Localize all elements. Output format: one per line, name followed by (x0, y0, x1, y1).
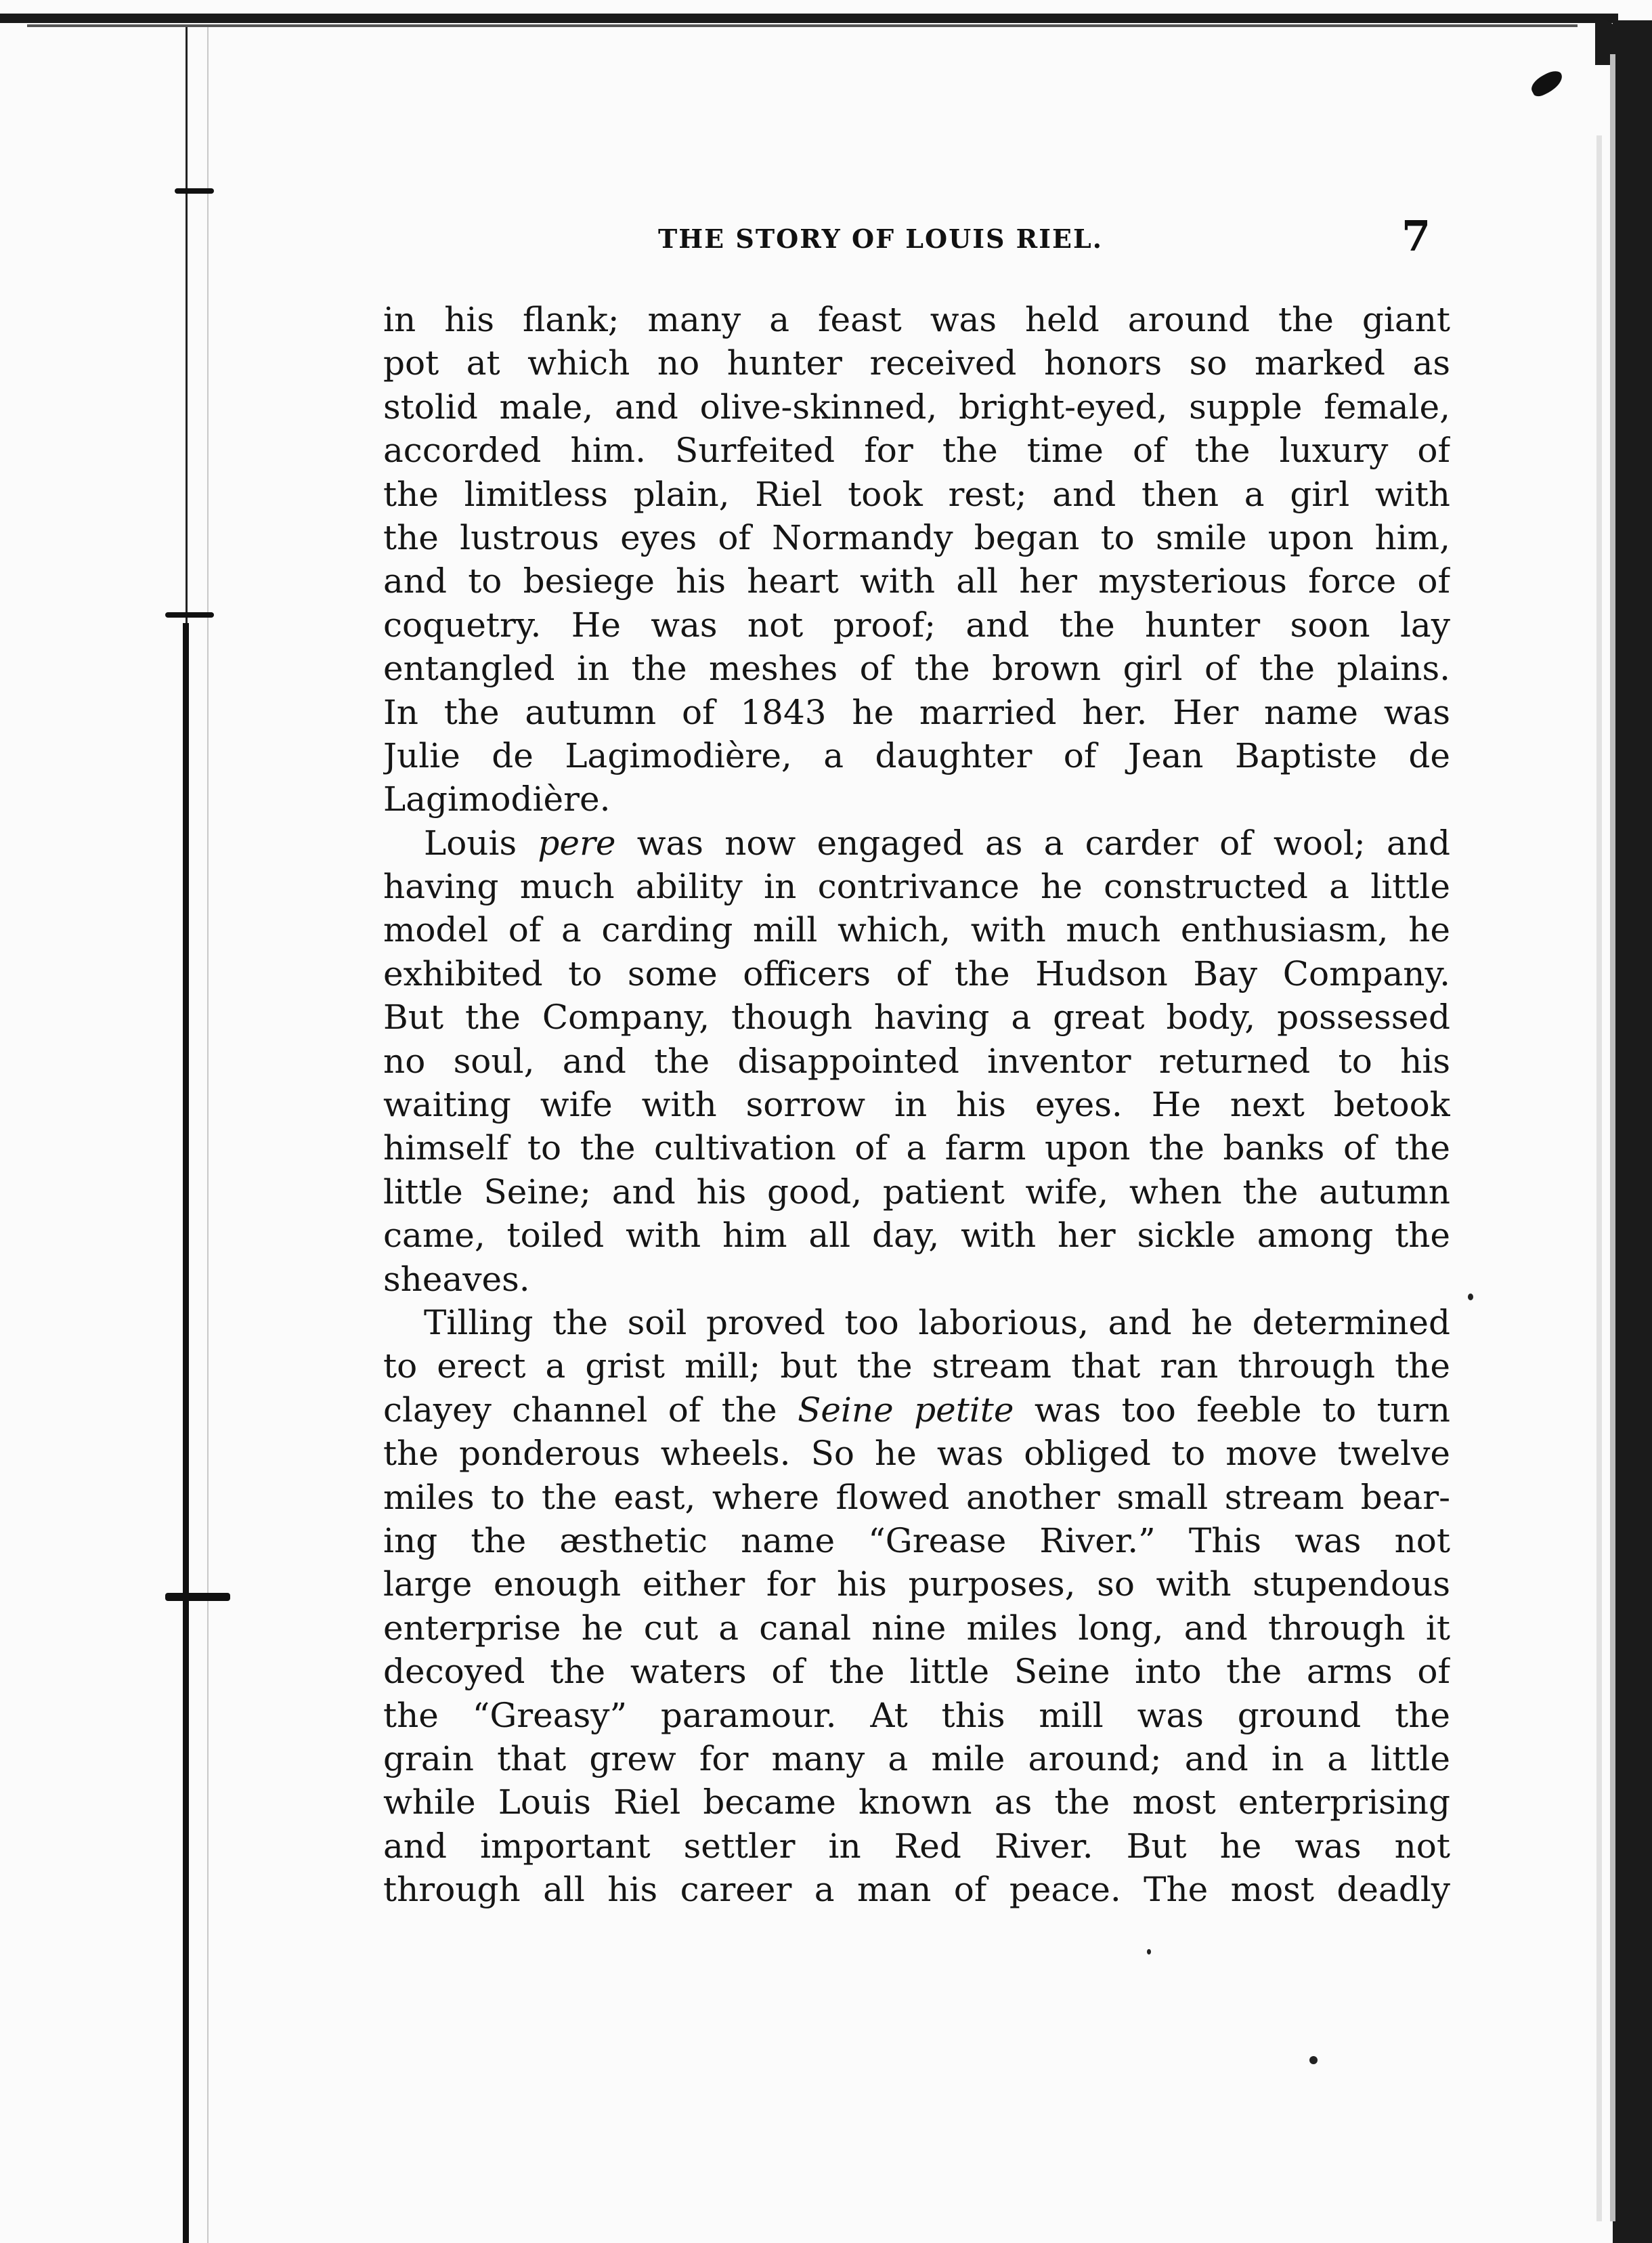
page-top-edge-shadow (27, 24, 1578, 27)
text-line: Tilling the soil proved too laborious, and he determined (424, 1302, 1450, 1342)
text-line: But the Company, though having a great body, possessed (383, 998, 1450, 1038)
text-line: the ponderous wheels. So he was obliged to move twelve (383, 1434, 1450, 1474)
page-top-edge (0, 14, 1618, 23)
text-line: stolid male, and olive-skinned, bright-eyed, supple female, (383, 387, 1450, 427)
ink-speck (1468, 1294, 1473, 1300)
text-line: model of a carding mill which, with much enthusiasm, he (383, 910, 1450, 950)
running-head: THE STORY OF LOUIS RIEL. (658, 223, 1103, 254)
text-line: Lagimodière. (383, 779, 611, 819)
page-right-edge-highlight (1610, 54, 1615, 2221)
binding-thread (183, 623, 189, 2243)
binding-gutter-fold (207, 27, 209, 2243)
text-line: in his flank; many a feast was held around the giant (383, 300, 1450, 339)
ink-speck (1309, 2056, 1318, 2064)
text-line: waiting wife with sorrow in his eyes. He next betook (383, 1085, 1450, 1125)
text-line: clayey channel of the Seine petite was too feeble to turn (383, 1390, 1450, 1430)
ink-mark (1528, 68, 1566, 99)
binding-stitch (175, 188, 214, 194)
text-line: while Louis Riel became known as the most enterprising (383, 1782, 1450, 1822)
text-line: and important settler in Red River. But he was not (383, 1826, 1450, 1866)
text-line: the “Greasy” paramour. At this mill was ground the (383, 1695, 1450, 1735)
text-line: Julie de Lagimodière, a daughter of Jean Baptiste de (383, 735, 1450, 775)
text-line: accorded him. Surfeited for the time of the luxury of (383, 431, 1450, 471)
text-line: little Seine; and his good, patient wife, when the autumn (383, 1172, 1450, 1212)
text-line: ing the æsthetic name “Grease River.” This was not (383, 1520, 1450, 1560)
text-line: no soul, and the disappointed inventor returned to his (383, 1041, 1450, 1081)
text-line: himself to the cultivation of a farm upon the banks of the (383, 1128, 1450, 1168)
text-line: entangled in the meshes of the brown girl of the plains. (383, 649, 1450, 689)
text-line: having much ability in contrivance he constructed a little (383, 867, 1450, 907)
text-line: the lustrous eyes of Normandy began to smile upon him, (383, 517, 1450, 557)
text-line: to erect a grist mill; but the stream that ran through the (383, 1346, 1450, 1386)
text-line: grain that grew for many a mile around; and in a little (383, 1738, 1450, 1778)
text-line: decoyed the waters of the little Seine into the arms of (383, 1652, 1450, 1692)
text-line: In the autumn of 1843 he married her. Her name was (383, 692, 1450, 732)
page-right-edge (1613, 20, 1652, 2243)
text-line: large enough either for his purposes, so with stupendous (383, 1564, 1450, 1604)
binding-stitch (165, 612, 214, 618)
text-line: exhibited to some officers of the Hudson Bay Company. (383, 954, 1450, 994)
text-line: Louis pere was now engaged as a carder of wool; and (424, 823, 1450, 863)
text-line: came, toiled with him all day, with her sickle among the (383, 1216, 1450, 1256)
text-line: the limitless plain, Riel took rest; and then a girl with (383, 474, 1450, 514)
text-line: sheaves. (383, 1259, 530, 1299)
text-line: miles to the east, where flowed another small stream bear- (383, 1477, 1450, 1517)
text-line: and to besiege his heart with all her mysterious force of (383, 561, 1450, 601)
body-text (383, 298, 1450, 1911)
binding-stitch (165, 1593, 230, 1601)
page-number: 7 (1401, 211, 1431, 261)
text-line: pot at which no hunter received honors so marked as (383, 343, 1450, 383)
text-line: through all his career a man of peace. The most deadly (383, 1870, 1450, 1910)
text-line: coquetry. He was not proof; and the hunter soon lay (383, 605, 1450, 645)
ink-speck (1147, 1949, 1151, 1954)
page-right-shade (1596, 135, 1602, 2221)
text-line: enterprise he cut a canal nine miles long, and through it (383, 1608, 1450, 1648)
